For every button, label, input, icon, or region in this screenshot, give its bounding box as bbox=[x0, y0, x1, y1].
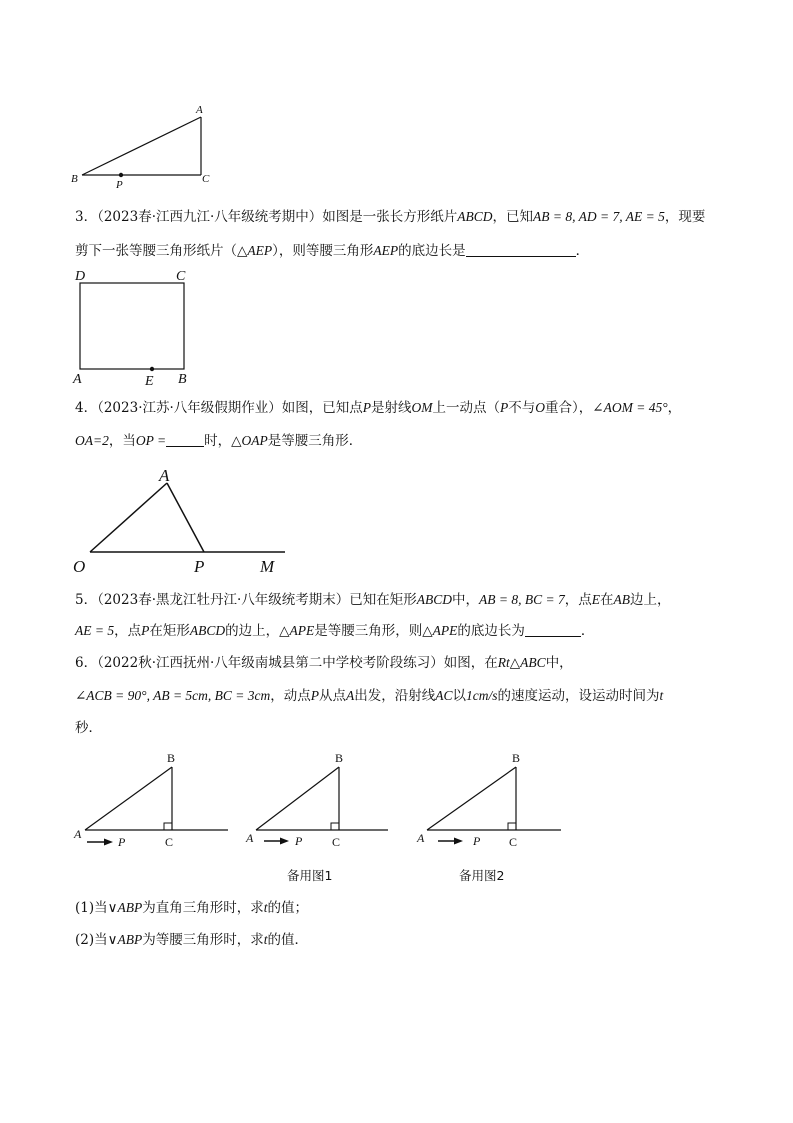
q5-given: AB = 8, BC = 7 bbox=[479, 592, 565, 607]
q6-sub1-text: 为直角三角形时，求 bbox=[142, 900, 264, 916]
q6-sub1 bbox=[75, 898, 308, 918]
q3-source: （2023春·江西九江·八年级统考期中） bbox=[97, 209, 323, 225]
q5-math: ABCD bbox=[416, 592, 453, 607]
q4-text: 是等腰三角形． bbox=[267, 433, 363, 449]
q6-sub2-math: t bbox=[263, 932, 268, 947]
q6-math: AC bbox=[435, 688, 453, 703]
q4-math: P bbox=[362, 400, 372, 415]
q4-text: 是射线 bbox=[371, 400, 412, 416]
figure-q6-spare-1 bbox=[238, 745, 408, 855]
q4-text: 如图，已知点 bbox=[281, 400, 363, 416]
arrow-head bbox=[280, 838, 289, 845]
figure-q4-ray bbox=[65, 460, 305, 580]
label-b: B bbox=[71, 173, 78, 185]
q3-line2 bbox=[75, 241, 589, 261]
q5-line2 bbox=[75, 621, 594, 641]
q6-sub2 bbox=[75, 930, 308, 950]
right-angle-mark bbox=[331, 823, 339, 830]
q5-math: P bbox=[141, 623, 150, 638]
segment-ab bbox=[256, 767, 339, 830]
q3-math: AEP bbox=[373, 243, 399, 258]
point-e-dot bbox=[150, 367, 154, 371]
label-p: P bbox=[118, 835, 126, 849]
q5-math: ABCD bbox=[189, 623, 226, 638]
q5-math: AE = 5 bbox=[75, 623, 115, 638]
q3-text: ），则等腰三角形 bbox=[272, 243, 374, 259]
q5-text: ，点 bbox=[564, 592, 592, 608]
label-b: B bbox=[335, 751, 344, 765]
q5-text: 是等腰三角形，则 bbox=[314, 623, 423, 639]
q4-text: 上一动点（ bbox=[432, 400, 501, 416]
q5-source: （2023春·黑龙江牡丹江·八年级统考期末） bbox=[97, 592, 350, 608]
q3-text: 的底边长是 bbox=[398, 243, 466, 259]
q3-answer-blank[interactable] bbox=[466, 242, 576, 257]
q5-line1 bbox=[75, 590, 671, 610]
rectangle-abcd bbox=[80, 283, 184, 369]
q6-text: ，动点 bbox=[270, 688, 311, 704]
q3-text: 剪下一张等腰三角形纸片（ bbox=[75, 243, 237, 259]
q6-math: Rt△ABC bbox=[497, 655, 546, 670]
q3-text: 如图是一张长方形纸片 bbox=[322, 209, 458, 225]
q5-math: E bbox=[591, 592, 601, 607]
q5-math: △APE bbox=[279, 623, 315, 638]
q3-text: ． bbox=[575, 243, 590, 259]
q6-line2 bbox=[75, 686, 663, 706]
label-b: B bbox=[178, 372, 187, 387]
label-a: A bbox=[74, 827, 82, 841]
segment-oa bbox=[90, 483, 167, 552]
q5-number: 5． bbox=[75, 592, 98, 608]
q3-given: AB = 8, AD = 7, AE = 5 bbox=[533, 209, 665, 224]
label-c: C bbox=[509, 835, 518, 849]
q6-text: 出发，沿射线 bbox=[354, 688, 436, 704]
q4-text: ， bbox=[667, 400, 682, 416]
q3-math: △AEP bbox=[237, 243, 273, 258]
q6-sub2-text: 为等腰三角形时，求 bbox=[142, 932, 264, 948]
q6-line3 bbox=[75, 718, 102, 738]
q5-text: 边上， bbox=[630, 592, 671, 608]
right-angle-mark bbox=[164, 823, 172, 830]
q4-source: （2023·江苏·八年级假期作业） bbox=[97, 400, 282, 416]
figure-top-triangle bbox=[60, 95, 230, 195]
label-a: A bbox=[196, 104, 203, 116]
q5-text: 在矩形 bbox=[149, 623, 190, 639]
q4-line2 bbox=[75, 431, 362, 451]
point-p-dot bbox=[119, 173, 123, 177]
q6-text: 的速度运动，设运动时间为 bbox=[497, 688, 660, 704]
label-o: O bbox=[73, 557, 86, 576]
q5-math: AB bbox=[613, 592, 631, 607]
q4-text: ，当 bbox=[108, 433, 136, 449]
caption-spare-2: 备用图2 bbox=[459, 868, 505, 883]
q6-line1 bbox=[75, 653, 573, 673]
q3-number: 3． bbox=[75, 209, 98, 225]
q4-answer-blank[interactable] bbox=[166, 432, 204, 447]
q4-math: △OAP bbox=[231, 433, 268, 448]
label-b: B bbox=[512, 751, 521, 765]
q6-given: ∠ACB = 90°, AB = 5cm, BC = 3cm bbox=[75, 688, 271, 703]
label-p: P bbox=[473, 834, 481, 848]
q4-math: OM bbox=[411, 400, 433, 415]
segment-ab bbox=[82, 117, 201, 175]
label-b: B bbox=[167, 751, 176, 765]
arrow-head bbox=[104, 839, 113, 846]
q4-text: 重合）， bbox=[545, 400, 593, 416]
q5-text: 的边上， bbox=[225, 623, 280, 639]
q4-math: OP = bbox=[135, 433, 167, 448]
q5-math: △APE bbox=[422, 623, 458, 638]
q3-text: ，现要 bbox=[664, 209, 706, 225]
q3-line1 bbox=[75, 207, 705, 227]
q5-text: ． bbox=[580, 623, 595, 639]
label-m: M bbox=[260, 557, 275, 576]
label-c: C bbox=[176, 269, 186, 284]
q5-text: 的底边长为 bbox=[457, 623, 525, 639]
q4-math: OA=2 bbox=[75, 433, 109, 448]
label-p: P bbox=[116, 179, 123, 191]
q4-angle: ∠AOM = 45° bbox=[592, 400, 668, 415]
q4-math: P bbox=[500, 400, 509, 415]
q6-sub1-text: 的值； bbox=[267, 900, 309, 916]
q6-text: 以 bbox=[452, 688, 467, 704]
q6-sub1-math: ∨ABP bbox=[107, 900, 143, 915]
q6-math: P bbox=[310, 688, 320, 703]
figure-q3-rectangle bbox=[70, 262, 210, 392]
label-d: D bbox=[75, 269, 86, 284]
q4-number: 4． bbox=[75, 400, 98, 416]
label-a: A bbox=[159, 466, 170, 485]
q6-math: A bbox=[346, 688, 355, 703]
label-e: E bbox=[145, 374, 154, 389]
q4-text: 不与 bbox=[508, 400, 536, 416]
q5-answer-blank[interactable] bbox=[525, 622, 581, 637]
label-p: P bbox=[295, 834, 303, 848]
right-angle-mark bbox=[508, 823, 516, 830]
q4-text: 时， bbox=[204, 433, 232, 449]
caption-spare-1: 备用图1 bbox=[287, 868, 333, 883]
label-c: C bbox=[165, 835, 174, 849]
q6-sub2-math: ∨ABP bbox=[107, 932, 143, 947]
figure-q6-spare-2 bbox=[405, 745, 575, 855]
label-a: A bbox=[246, 831, 254, 845]
q6-sub2-text: (2)当 bbox=[75, 932, 108, 948]
q5-text: ，点 bbox=[114, 623, 142, 639]
q6-sub1-text: (1)当 bbox=[75, 900, 108, 916]
q6-number: 6． bbox=[75, 655, 98, 671]
q6-sub1-math: t bbox=[263, 900, 268, 915]
q4-line1 bbox=[75, 398, 681, 418]
q6-source: （2022秋·江西抚州·八年级南城县第二中学校考阶段练习） bbox=[97, 655, 444, 671]
q6-speed: 1cm/s bbox=[466, 688, 498, 703]
q6-text: 秒． bbox=[75, 720, 102, 736]
q6-text: 从点 bbox=[319, 688, 347, 704]
q5-text: 中， bbox=[452, 592, 480, 608]
segment-ab bbox=[427, 767, 516, 830]
segment-ap bbox=[167, 483, 204, 552]
label-a: A bbox=[73, 372, 82, 387]
q6-text: 中， bbox=[545, 655, 573, 671]
q4-math: O bbox=[535, 400, 546, 415]
segment-ab bbox=[85, 767, 172, 830]
label-a: A bbox=[417, 831, 425, 845]
figure-q6-main bbox=[70, 745, 240, 855]
q6-text: 如图，在 bbox=[443, 655, 498, 671]
q6-sub2-text: 的值． bbox=[267, 932, 309, 948]
q5-text: 在 bbox=[600, 592, 614, 608]
q5-text: 已知在矩形 bbox=[349, 592, 417, 608]
q3-math: ABCD bbox=[457, 209, 493, 224]
q3-text: ，已知 bbox=[492, 209, 534, 225]
label-c: C bbox=[332, 835, 341, 849]
arrow-head bbox=[454, 838, 463, 845]
label-c: C bbox=[202, 173, 210, 185]
q6-math: t bbox=[659, 688, 664, 703]
label-p: P bbox=[194, 557, 205, 576]
